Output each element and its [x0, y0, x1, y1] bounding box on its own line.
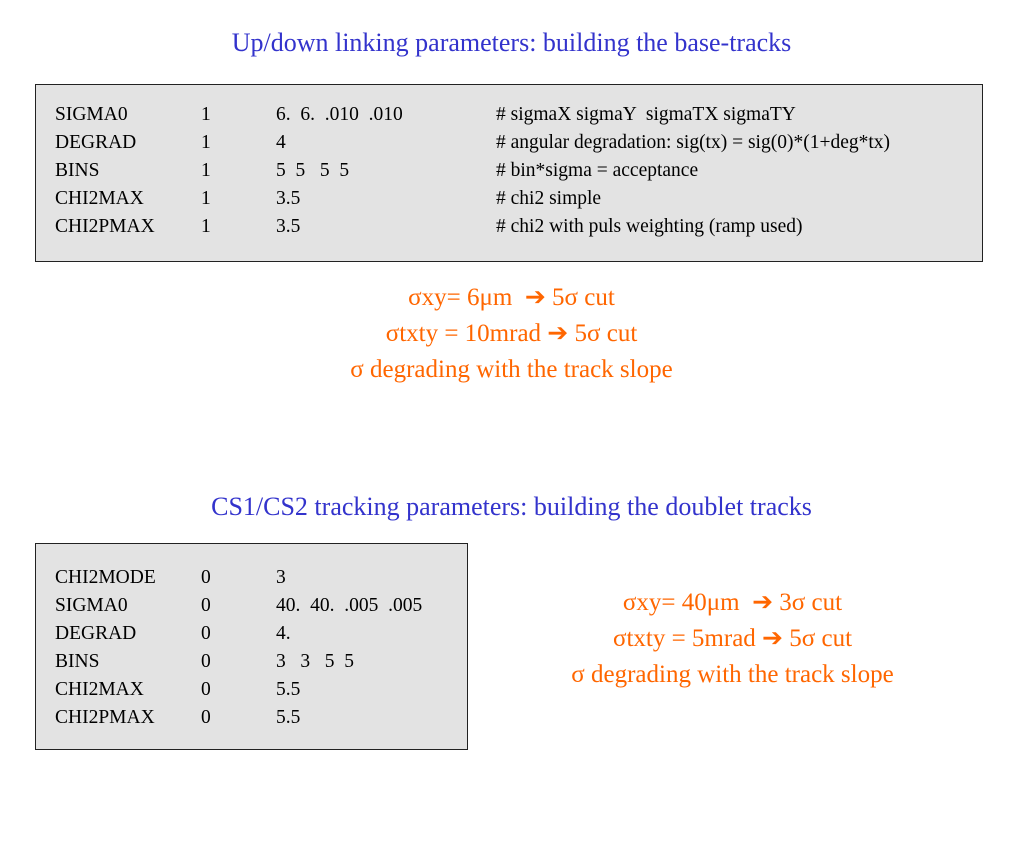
note-line: σtxty = 10mrad ➔ 5σ cut — [385, 320, 638, 347]
parameter-name: DEGRAD — [55, 623, 137, 644]
parameter-flag: 0 — [201, 595, 211, 616]
parameter-name: SIGMA0 — [55, 595, 128, 616]
parameter-row — [36, 185, 602, 213]
parameter-flag: 0 — [201, 651, 211, 672]
parameter-name: BINS — [55, 651, 100, 672]
parameter-name: CHI2PMAX — [55, 216, 155, 237]
parameter-value: 6. 6. .010 .010 — [276, 104, 403, 125]
parameter-row — [36, 129, 891, 157]
parameter-row — [36, 101, 796, 129]
parameter-flag: 0 — [201, 679, 211, 700]
doublet-track-parameter-box — [35, 543, 468, 750]
parameter-comment: # chi2 with puls weighting (ramp used) — [496, 216, 803, 237]
parameter-row — [36, 564, 286, 592]
parameter-flag: 1 — [201, 104, 211, 125]
parameter-comment: # angular degradation: sig(tx) = sig(0)*(1+deg*tx) — [496, 132, 891, 153]
parameter-flag: 1 — [201, 160, 211, 181]
note-line: σtxty = 5mrad ➔ 5σ cut — [612, 625, 853, 652]
parameter-comment: # sigmaX sigmaY sigmaTX sigmaTY — [496, 104, 796, 125]
parameter-value: 3.5 — [276, 216, 301, 237]
parameter-row — [36, 704, 301, 732]
parameter-name: DEGRAD — [55, 132, 137, 153]
parameter-value: 3.5 — [276, 188, 301, 209]
parameter-flag: 1 — [201, 132, 211, 153]
parameter-value: 4 — [276, 132, 286, 153]
parameter-flag: 1 — [201, 216, 211, 237]
parameter-value: 5 5 5 5 — [276, 160, 350, 181]
parameter-comment: # chi2 simple — [496, 188, 602, 209]
note-line: σ degrading with the track slope — [571, 661, 894, 688]
parameter-value: 40. 40. .005 .005 — [276, 595, 423, 616]
parameter-row — [36, 620, 291, 648]
parameter-value: 3 3 5 5 — [276, 651, 354, 672]
base-track-notes — [200, 280, 823, 388]
base-track-parameter-box — [35, 84, 983, 262]
note-line: σxy= 6μm ➔ 5σ cut — [408, 284, 615, 311]
parameter-name: CHI2MAX — [55, 188, 144, 209]
parameter-flag: 0 — [201, 567, 211, 588]
note-line: σxy= 40μm ➔ 3σ cut — [622, 589, 843, 616]
parameter-row — [36, 213, 803, 241]
parameter-flag: 1 — [201, 188, 211, 209]
parameter-row — [36, 676, 301, 704]
parameter-name: SIGMA0 — [55, 104, 128, 125]
parameter-name: BINS — [55, 160, 100, 181]
parameter-value: 3 — [276, 567, 286, 588]
note-line: σ degrading with the track slope — [350, 356, 673, 383]
parameter-value: 5.5 — [276, 679, 301, 700]
section1-title: Up/down linking parameters: building the base-tracks — [231, 28, 792, 57]
parameter-value: 4. — [276, 623, 291, 644]
parameter-name: CHI2PMAX — [55, 707, 155, 728]
parameter-row — [36, 157, 699, 185]
parameter-name: CHI2MODE — [55, 567, 156, 588]
parameter-name: CHI2MAX — [55, 679, 144, 700]
parameter-comment: # bin*sigma = acceptance — [496, 160, 699, 181]
doublet-track-notes — [480, 585, 985, 693]
section2-title: CS1/CS2 tracking parameters: building the doublet tracks — [211, 492, 812, 521]
parameter-row — [36, 592, 423, 620]
parameter-value: 5.5 — [276, 707, 301, 728]
parameter-flag: 0 — [201, 623, 211, 644]
parameter-flag: 0 — [201, 707, 211, 728]
parameter-row — [36, 648, 354, 676]
